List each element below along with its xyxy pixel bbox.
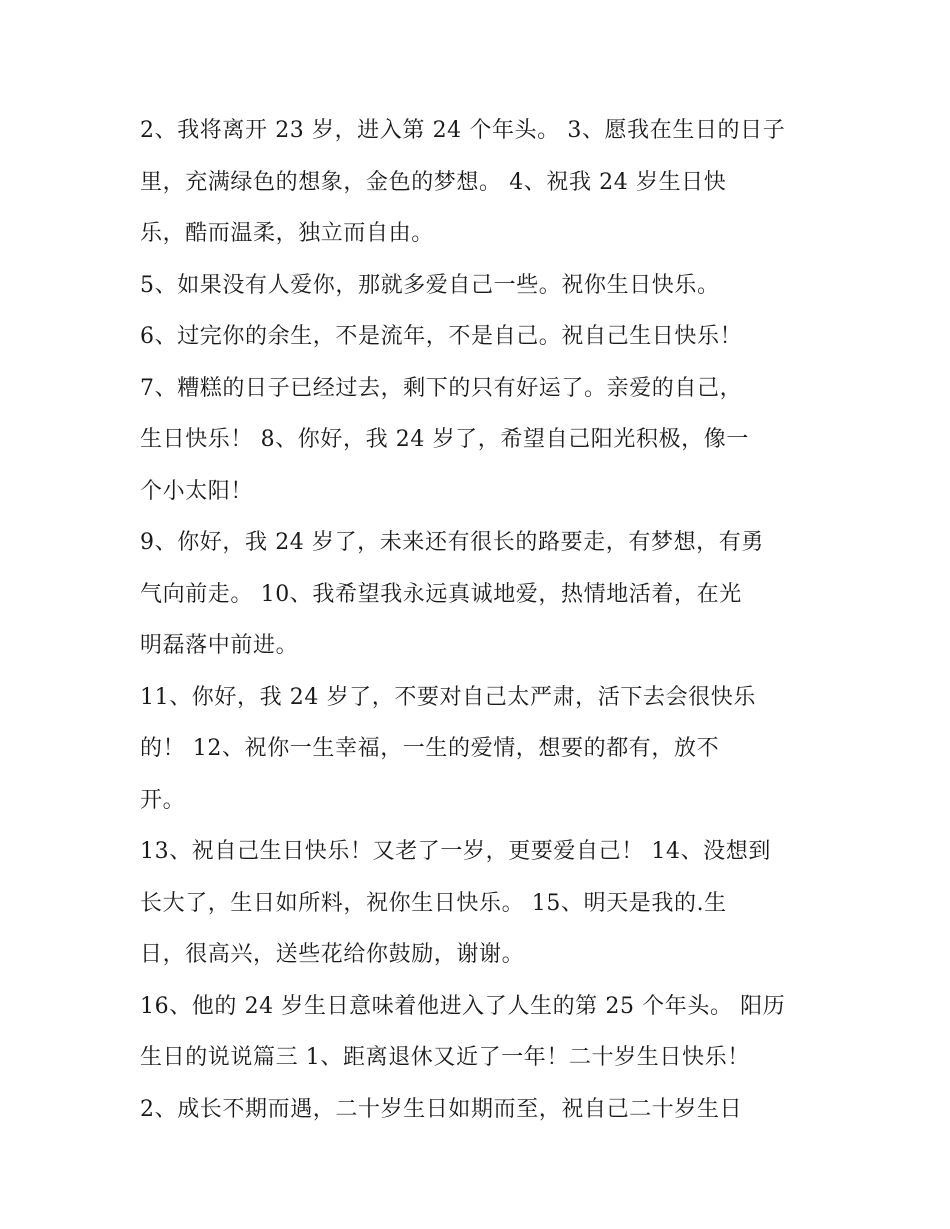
text-line-18: 16、他的 24 岁生日意味着他进入了人生的第 25 个年头。 阳历	[140, 993, 786, 1019]
text-line-20: 2、成长不期而遇，二十岁生日如期而至，祝自己二十岁生日	[140, 1096, 743, 1122]
text-line-11: 明磊落中前进。	[140, 633, 299, 658]
document-text-block	[140, 105, 820, 1135]
text-line-12: 11、你好，我 24 岁了，不要对自己太严肃，活下去会很快乐	[140, 684, 756, 710]
text-line-2: 里，充满绿色的想象，金色的梦想。 4、祝我 24 岁生日快	[140, 169, 727, 195]
text-line-17: 日，很高兴，送些花给你鼓励，谢谢。	[140, 942, 525, 967]
text-line-9: 9、你好，我 24 岁了，未来还有很长的路要走，有梦想，有勇	[140, 530, 764, 555]
text-line-16: 长大了，生日如所料，祝你生日快乐。 15、明天是我的.生	[140, 890, 727, 916]
text-line-5: 6、过完你的余生，不是流年，不是自己。祝自己生日快乐！	[140, 324, 743, 349]
text-line-7: 生日快乐！ 8、你好，我 24 岁了，希望自己阳光积极，像一	[140, 427, 749, 452]
text-line-6: 7、糟糕的日子已经过去，剩下的只有好运了。亲爱的自己，	[140, 375, 743, 401]
text-line-14: 开。	[140, 787, 186, 813]
text-line-8: 个小太阳！	[140, 478, 254, 504]
text-line-15: 13、祝自己生日快乐！又老了一岁，更要爱自己！ 14、没想到	[140, 839, 771, 864]
text-line-4: 5、如果没有人爱你，那就多爱自己一些。祝你生日快乐。	[140, 272, 720, 298]
text-line-13: 的！ 12、祝你一生幸福，一生的爱情，想要的都有，放不	[140, 736, 720, 761]
text-line-19: 生日的说说篇三 1、距离退休又近了一年！二十岁生日快乐！	[140, 1045, 750, 1070]
text-line-3: 乐，酷而温柔，独立而自由。	[140, 221, 434, 246]
text-line-1: 2、我将离开 23 岁，进入第 24 个年头。 3、愿我在生日的日子	[140, 118, 786, 143]
text-line-10: 气向前走。 10、我希望我永远真诚地爱，热情地活着，在光	[140, 581, 742, 607]
